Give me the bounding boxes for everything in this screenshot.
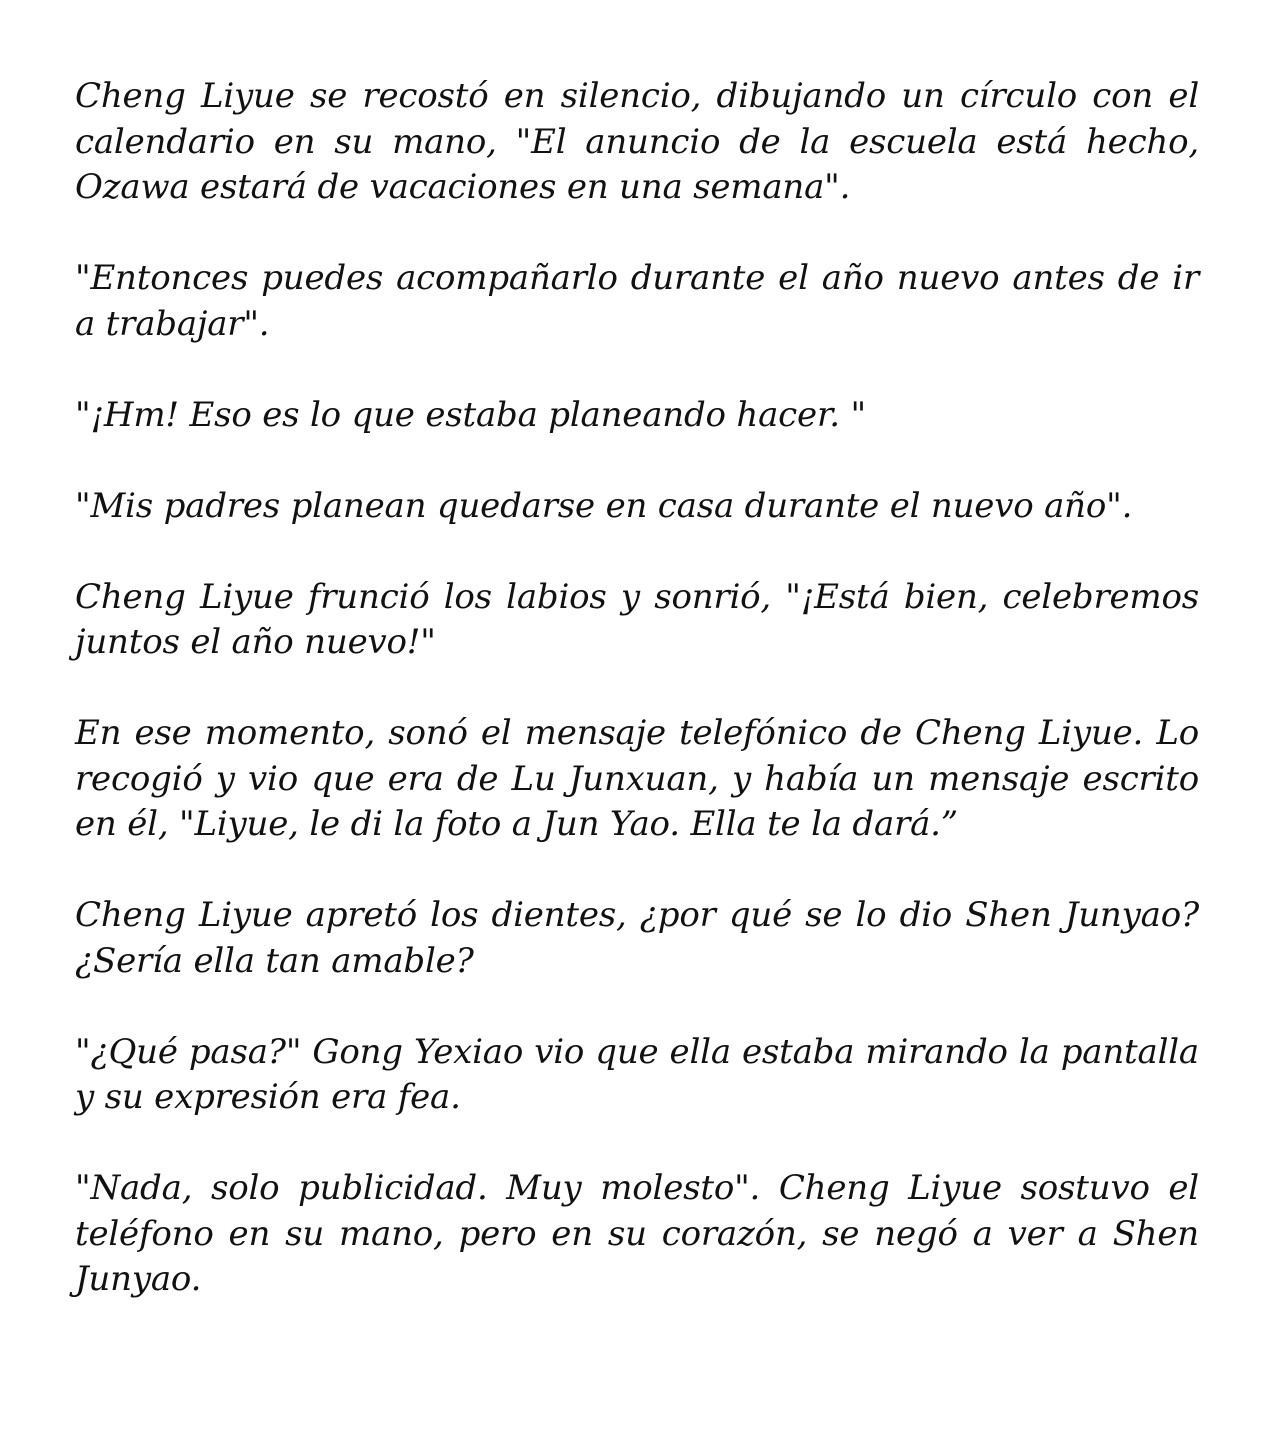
paragraph-4: "Mis padres planean quedarse en casa durante el nuevo año". (75, 485, 1133, 526)
paragraph-6: En ese momento, sonó el mensaje telefónico de Cheng Liyue. Lo recogió y vio que era de Lu Junxuan, y había un mensaje escrito en él, "Liyue, le di la foto a Jun Yao. Ella te la dará.” (75, 713, 1199, 844)
paragraph-3: "¡Hm! Eso es lo que estaba planeando hacer. " (75, 394, 866, 435)
paragraph-7: Cheng Liyue apretó los dientes, ¿por qué se lo dio Shen Junyao? ¿Sería ella tan amable? (75, 895, 1199, 981)
document-page (75, 74, 1199, 1348)
paragraph-5: Cheng Liyue frunció los labios y sonrió, "¡Está bien, celebremos juntos el año nuevo!" (75, 576, 1199, 662)
paragraph-9: "Nada, solo publicidad. Muy molesto". Cheng Liyue sostuvo el teléfono en su mano, pero en su corazón, se negó a ver a Shen Junyao. (75, 1168, 1199, 1299)
paragraph-8: "¿Qué pasa?" Gong Yexiao vio que ella estaba mirando la pantalla y su expresión era fea. (75, 1031, 1199, 1117)
paragraph-2: "Entonces puedes acompañarlo durante el año nuevo antes de ir a trabajar". (75, 258, 1199, 344)
paragraph-1: Cheng Liyue se recostó en silencio, dibujando un círculo con el calendario en su mano, "El anuncio de la escuela está hecho, Ozawa estará de vacaciones en una semana". (75, 76, 1199, 207)
